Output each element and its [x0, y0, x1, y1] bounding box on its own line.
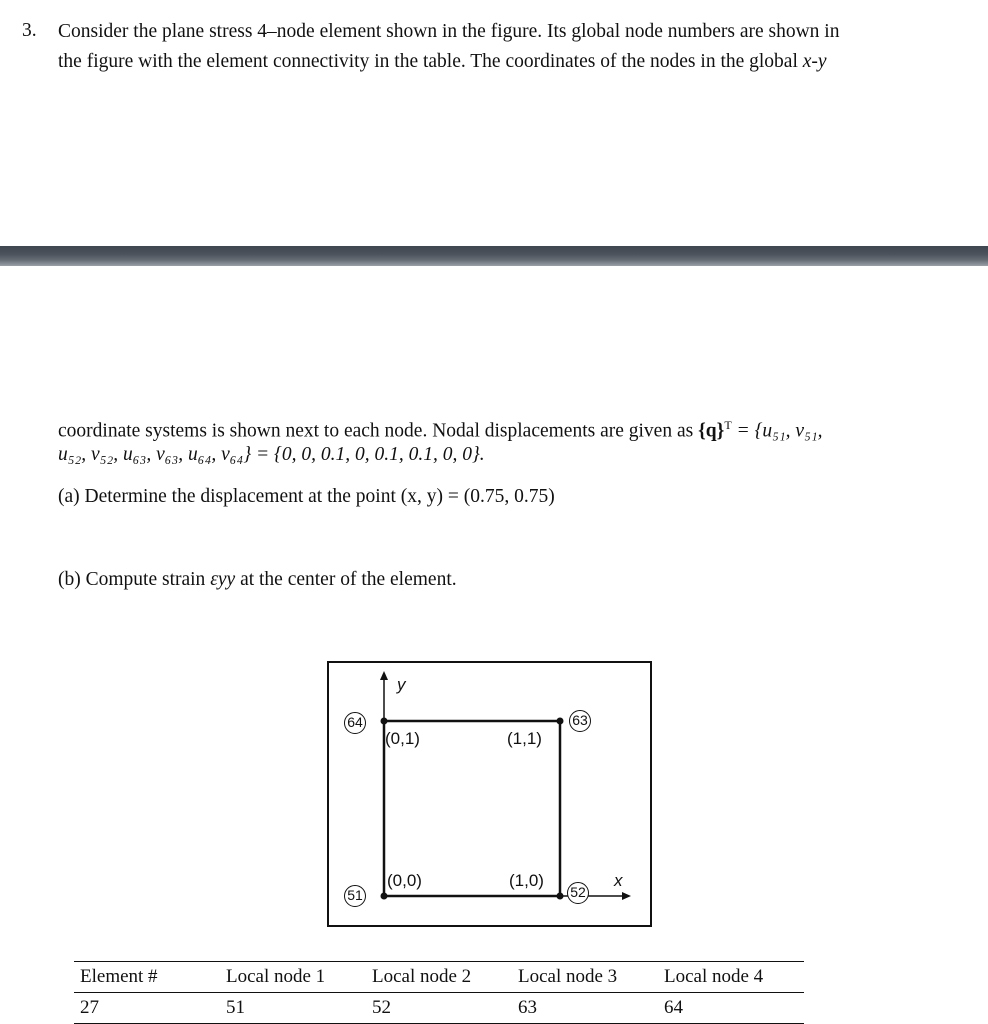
- element-figure: [327, 661, 652, 927]
- node-dot-52: [557, 893, 564, 900]
- problem-line-2-xy: x-y: [802, 51, 827, 72]
- table-cell: 27: [80, 997, 99, 1018]
- problem-line-2-text: the figure with the element connectivity in the table. The coordinates of the nodes in the global: [58, 51, 803, 72]
- node-dot-63: [557, 718, 564, 725]
- connectivity-table: [74, 961, 804, 1024]
- table-cell: 52: [372, 997, 391, 1018]
- transpose-mark: T: [724, 418, 732, 432]
- table-header-row: [74, 962, 804, 993]
- element-figure-drawing: [329, 663, 654, 929]
- x-axis-label: x: [614, 871, 623, 890]
- node-label-52: 52: [567, 882, 589, 904]
- table-cell: 63: [518, 997, 537, 1018]
- table-cell: 64: [664, 997, 683, 1018]
- table-header-cell: Local node 2: [372, 966, 472, 987]
- node-dot-64: [381, 718, 388, 725]
- problem-line-4: u₅₂, v₅₂, u₆₃, v₆₃, u₆₄, v₆₄} = {0, 0, 0.1, 0, 0.1, 0.1, 0, 0}.: [58, 444, 485, 465]
- part-b-prefix: (b) Compute strain: [58, 569, 211, 590]
- node-label-51: 51: [344, 885, 366, 907]
- table-header-cell: Element #: [80, 966, 158, 987]
- node-label-63: 63: [569, 710, 591, 732]
- coord-label-64: (0,1): [385, 729, 420, 748]
- strain-symbol: εyy: [210, 569, 236, 590]
- problem-line-1: Consider the plane stress 4–node element shown in the figure. Its global node numbers are shown in: [58, 21, 840, 42]
- x-axis-arrowhead: [622, 892, 631, 900]
- coord-label-51: (0,0): [387, 871, 422, 890]
- table-cell: 51: [226, 997, 245, 1018]
- node-label-64: 64: [344, 712, 366, 734]
- y-axis-arrowhead: [380, 671, 388, 680]
- problem-line-3: [58, 413, 823, 444]
- part-b: [58, 568, 457, 592]
- problem-line-2: [58, 50, 827, 74]
- page-divider: [0, 246, 988, 266]
- part-a: (a) Determine the displacement at the point (x, y) = (0.75, 0.75): [58, 486, 555, 507]
- problem-line-3-rhs: = {u₅₁, v₅₁,: [731, 420, 823, 442]
- table-header-cell: Local node 1: [226, 966, 326, 987]
- problem-line-3-text: coordinate systems is shown next to each node. Nodal displacements are given as: [58, 420, 699, 442]
- table-header-cell: Local node 4: [664, 966, 764, 987]
- table-header-cell: Local node 3: [518, 966, 618, 987]
- y-axis-label: y: [397, 675, 406, 694]
- part-b-suffix: at the center of the element.: [235, 569, 457, 590]
- question-number: 3.: [22, 20, 37, 41]
- node-dot-51: [381, 893, 388, 900]
- q-vector: {q}: [698, 420, 725, 442]
- coord-label-63: (1,1): [507, 729, 542, 748]
- table-row: [74, 993, 804, 1023]
- coord-label-52: (1,0): [509, 871, 544, 890]
